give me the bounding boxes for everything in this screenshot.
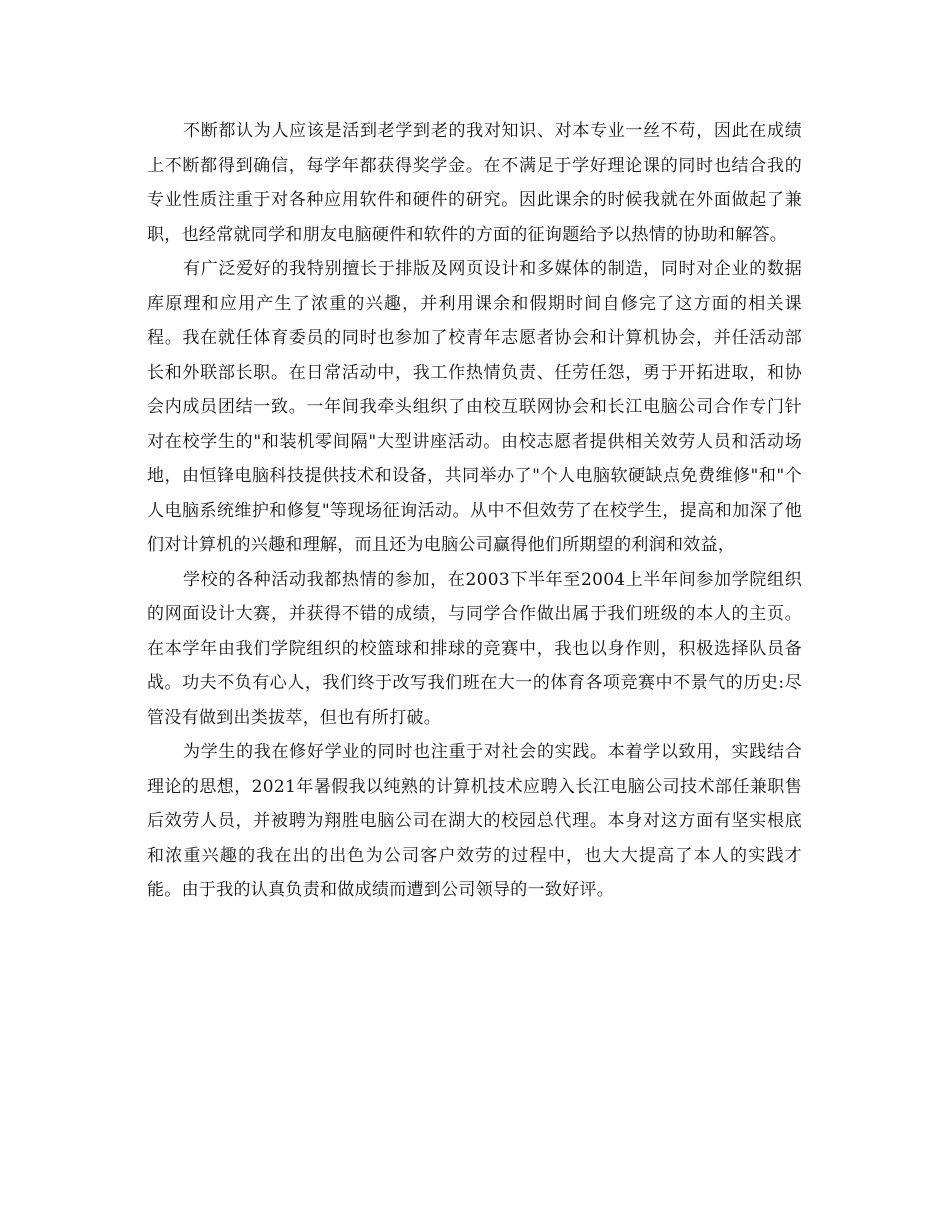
paragraph-2: 有广泛爱好的我特别擅长于排版及网页设计和多媒体的制造，同时对企业的数据库原理和应用产生了浓重的兴趣，并利用课余和假期时间自修完了这方面的相关课程。我在就任体育委员的同时也参加了校青年志愿者协会和计算机协会，并任活动部长和外联部长职。在日常活动中，我工作热情负责、任劳任怨，勇于开拓进取，和协会内成员团结一致。一年间我牵头组织了由校互联网协会和长江电脑公司合作专门针对在校学生的"和装机零间隔"大型讲座活动。由校志愿者提供相关效劳人员和活动场地，由恒锋电脑科技提供技术和设备，共同举办了"个人电脑软硬缺点免费维修"和"个人电脑系统维护和修复"等现场征询活动。从中不但效劳了在校学生，提高和加深了他们对计算机的兴趣和理解，而且还为电脑公司赢得他们所期望的利润和效益， bbox=[147, 259, 802, 555]
paragraph-3: 学校的各种活动我都热情的参加，在2003下半年至2004上半年间参加学院组织的网面设计大赛，并获得不错的成绩，与同学合作做出属于我们班级的本人的主页。在本学年由我们学院组织的校篮球和排球的竞赛中，我也以身作则，积极选择队员备战。功夫不负有心人，我们终于改写我们班在大一的体育各项竞赛中不景气的历史:尽管没有做到出类拔萃，但也有所打破。 bbox=[147, 569, 802, 728]
paragraph-1: 不断都认为人应该是活到老学到老的我对知识、对本专业一丝不苟，因此在成绩上不断都得到确信，每学年都获得奖学金。在不满足于学好理论课的同时也结合我的专业性质注重于对各种应用软件和硬件的研究。因此课余的时候我就在外面做起了兼职，也经常就同学和朋友电脑硬件和软件的方面的征询题给予以热情的协助和解答。 bbox=[147, 121, 802, 245]
document-body bbox=[147, 114, 802, 908]
paragraph-4: 为学生的我在修好学业的同时也注重于对社会的实践。本着学以致用，实践结合理论的思想，2021年暑假我以纯熟的计算机技术应聘入长江电脑公司技术部任兼职售后效劳人员，并被聘为翔胜电脑公司在湖大的校园总代理。本身对这方面有坚实根底和浓重兴趣的我在出的出色为公司客户效劳的过程中，也大大提高了本人的实践才能。由于我的认真负责和做成绩而遭到公司领导的一致好评。 bbox=[147, 742, 802, 900]
